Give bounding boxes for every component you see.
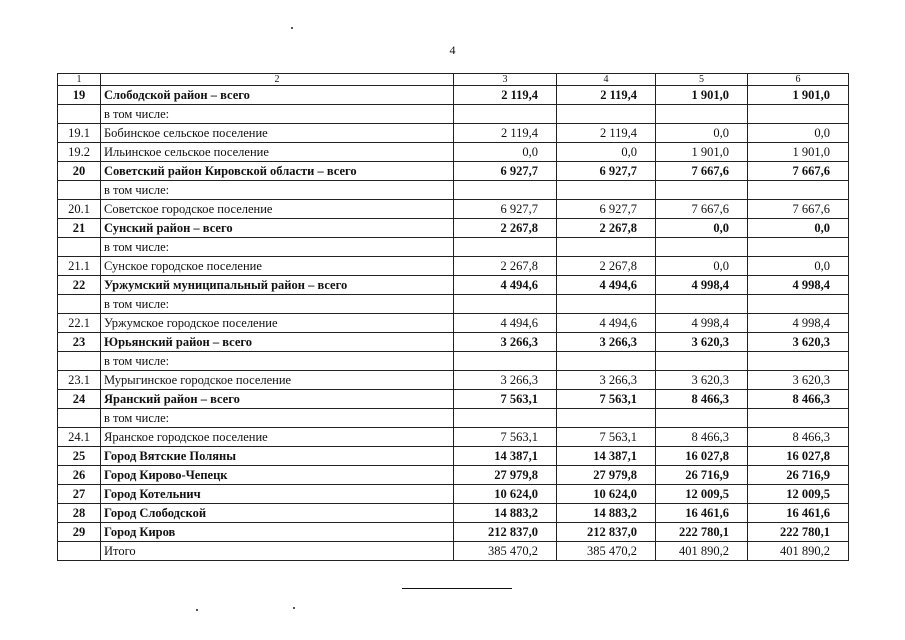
value-cell-col6: 7 667,6 — [748, 200, 849, 219]
row-name-cell: в том числе: — [101, 238, 454, 257]
row-name-cell: Бобинское сельское поселение — [101, 124, 454, 143]
value-cell-col3: 7 563,1 — [454, 390, 557, 409]
table-row — [58, 447, 849, 466]
row-number-cell — [58, 238, 101, 257]
value-cell-col3 — [454, 181, 557, 200]
column-number: 6 — [748, 74, 849, 86]
value-cell-col6 — [748, 409, 849, 428]
row-name-cell: в том числе: — [101, 105, 454, 124]
row-number-cell: 25 — [58, 447, 101, 466]
table-row — [58, 276, 849, 295]
table-row — [58, 523, 849, 542]
value-cell-col4: 27 979,8 — [557, 466, 656, 485]
row-number-cell: 23.1 — [58, 371, 101, 390]
value-cell-col3: 385 470,2 — [454, 542, 557, 561]
table-row — [58, 295, 849, 314]
row-name-cell: Советский район Кировской области – всего — [101, 162, 454, 181]
row-name-cell: Слободской район – всего — [101, 86, 454, 105]
column-number: 2 — [101, 74, 454, 86]
value-cell-col3: 2 267,8 — [454, 219, 557, 238]
row-number-cell: 19 — [58, 86, 101, 105]
value-cell-col3 — [454, 295, 557, 314]
value-cell-col4: 3 266,3 — [557, 333, 656, 352]
scan-speck — [293, 607, 295, 609]
value-cell-col6: 0,0 — [748, 257, 849, 276]
table-row — [58, 466, 849, 485]
row-number-cell: 22.1 — [58, 314, 101, 333]
table-row — [58, 143, 849, 162]
row-number-cell — [58, 181, 101, 200]
value-cell-col4: 0,0 — [557, 143, 656, 162]
row-number-cell: 28 — [58, 504, 101, 523]
value-cell-col4: 14 387,1 — [557, 447, 656, 466]
row-name-cell: Итого — [101, 542, 454, 561]
value-cell-col4: 2 267,8 — [557, 257, 656, 276]
value-cell-col6: 16 461,6 — [748, 504, 849, 523]
row-number-cell — [58, 542, 101, 561]
column-number: 4 — [557, 74, 656, 86]
value-cell-col6 — [748, 181, 849, 200]
value-cell-col6 — [748, 238, 849, 257]
row-number-cell: 26 — [58, 466, 101, 485]
value-cell-col5: 3 620,3 — [656, 333, 748, 352]
value-cell-col4: 4 494,6 — [557, 314, 656, 333]
table-row — [58, 333, 849, 352]
value-cell-col5: 222 780,1 — [656, 523, 748, 542]
value-cell-col6: 0,0 — [748, 124, 849, 143]
value-cell-col5: 16 027,8 — [656, 447, 748, 466]
value-cell-col4 — [557, 181, 656, 200]
value-cell-col4 — [557, 409, 656, 428]
value-cell-col3: 0,0 — [454, 143, 557, 162]
table-row — [58, 314, 849, 333]
value-cell-col4: 212 837,0 — [557, 523, 656, 542]
value-cell-col4: 385 470,2 — [557, 542, 656, 561]
value-cell-col5: 4 998,4 — [656, 276, 748, 295]
value-cell-col3: 4 494,6 — [454, 276, 557, 295]
row-name-cell: Город Вятские Поляны — [101, 447, 454, 466]
scan-speck — [196, 609, 198, 611]
table-row — [58, 124, 849, 143]
row-name-cell: в том числе: — [101, 295, 454, 314]
value-cell-col3: 2 119,4 — [454, 124, 557, 143]
table-row — [58, 238, 849, 257]
scan-speck — [291, 27, 293, 29]
value-cell-col5: 1 901,0 — [656, 143, 748, 162]
row-name-cell: Яранский район – всего — [101, 390, 454, 409]
value-cell-col4: 3 266,3 — [557, 371, 656, 390]
value-cell-col3: 10 624,0 — [454, 485, 557, 504]
column-number: 3 — [454, 74, 557, 86]
value-cell-col4: 7 563,1 — [557, 428, 656, 447]
value-cell-col3: 2 119,4 — [454, 86, 557, 105]
value-cell-col3: 6 927,7 — [454, 200, 557, 219]
table-row — [58, 428, 849, 447]
table-row — [58, 371, 849, 390]
value-cell-col5: 26 716,9 — [656, 466, 748, 485]
value-cell-col6: 0,0 — [748, 219, 849, 238]
value-cell-col6 — [748, 295, 849, 314]
value-cell-col3 — [454, 238, 557, 257]
table-row — [58, 485, 849, 504]
table-row — [58, 200, 849, 219]
value-cell-col6: 1 901,0 — [748, 86, 849, 105]
value-cell-col4: 2 119,4 — [557, 124, 656, 143]
value-cell-col4 — [557, 238, 656, 257]
value-cell-col6 — [748, 105, 849, 124]
value-cell-col5: 16 461,6 — [656, 504, 748, 523]
value-cell-col3: 14 387,1 — [454, 447, 557, 466]
value-cell-col4: 10 624,0 — [557, 485, 656, 504]
value-cell-col3: 4 494,6 — [454, 314, 557, 333]
value-cell-col5: 401 890,2 — [656, 542, 748, 561]
row-number-cell: 19.1 — [58, 124, 101, 143]
row-number-cell: 20 — [58, 162, 101, 181]
value-cell-col5: 4 998,4 — [656, 314, 748, 333]
table-row — [58, 86, 849, 105]
row-name-cell: Уржумский муниципальный район – всего — [101, 276, 454, 295]
value-cell-col3 — [454, 409, 557, 428]
row-name-cell: Советское городское поселение — [101, 200, 454, 219]
row-number-cell — [58, 295, 101, 314]
value-cell-col5: 1 901,0 — [656, 86, 748, 105]
value-cell-col5 — [656, 409, 748, 428]
value-cell-col4: 6 927,7 — [557, 200, 656, 219]
value-cell-col3: 6 927,7 — [454, 162, 557, 181]
value-cell-col5 — [656, 181, 748, 200]
value-cell-col6: 3 620,3 — [748, 333, 849, 352]
value-cell-col3: 14 883,2 — [454, 504, 557, 523]
value-cell-col6: 8 466,3 — [748, 428, 849, 447]
value-cell-col4: 4 494,6 — [557, 276, 656, 295]
value-cell-col6: 222 780,1 — [748, 523, 849, 542]
value-cell-col6: 7 667,6 — [748, 162, 849, 181]
value-cell-col5 — [656, 352, 748, 371]
value-cell-col3 — [454, 105, 557, 124]
value-cell-col6: 401 890,2 — [748, 542, 849, 561]
table-row — [58, 257, 849, 276]
value-cell-col4: 2 267,8 — [557, 219, 656, 238]
table-row — [58, 542, 849, 561]
row-number-cell — [58, 352, 101, 371]
value-cell-col5 — [656, 105, 748, 124]
value-cell-col6: 26 716,9 — [748, 466, 849, 485]
table-row — [58, 181, 849, 200]
value-cell-col6: 8 466,3 — [748, 390, 849, 409]
value-cell-col5: 8 466,3 — [656, 428, 748, 447]
row-name-cell: Город Кирово-Чепецк — [101, 466, 454, 485]
row-name-cell: Сунское городское поселение — [101, 257, 454, 276]
value-cell-col3: 7 563,1 — [454, 428, 557, 447]
value-cell-col5: 12 009,5 — [656, 485, 748, 504]
column-number: 5 — [656, 74, 748, 86]
page-number: 4 — [449, 43, 456, 57]
value-cell-col5: 0,0 — [656, 257, 748, 276]
row-number-cell: 24.1 — [58, 428, 101, 447]
column-number-row — [58, 74, 849, 86]
row-number-cell: 23 — [58, 333, 101, 352]
budget-allocation-table — [57, 73, 849, 561]
value-cell-col3: 212 837,0 — [454, 523, 557, 542]
row-name-cell: Сунский район – всего — [101, 219, 454, 238]
value-cell-col6: 3 620,3 — [748, 371, 849, 390]
value-cell-col5 — [656, 238, 748, 257]
value-cell-col5: 8 466,3 — [656, 390, 748, 409]
value-cell-col6: 1 901,0 — [748, 143, 849, 162]
value-cell-col3: 3 266,3 — [454, 371, 557, 390]
value-cell-col4: 6 927,7 — [557, 162, 656, 181]
table-row — [58, 409, 849, 428]
row-number-cell: 29 — [58, 523, 101, 542]
value-cell-col5: 7 667,6 — [656, 162, 748, 181]
value-cell-col4: 14 883,2 — [557, 504, 656, 523]
value-cell-col5: 7 667,6 — [656, 200, 748, 219]
row-name-cell: Город Киров — [101, 523, 454, 542]
value-cell-col6 — [748, 352, 849, 371]
row-number-cell: 27 — [58, 485, 101, 504]
value-cell-col5: 3 620,3 — [656, 371, 748, 390]
row-name-cell: Уржумское городское поселение — [101, 314, 454, 333]
value-cell-col4 — [557, 295, 656, 314]
value-cell-col4: 7 563,1 — [557, 390, 656, 409]
value-cell-col6: 16 027,8 — [748, 447, 849, 466]
row-name-cell: в том числе: — [101, 409, 454, 428]
row-number-cell: 24 — [58, 390, 101, 409]
row-name-cell: в том числе: — [101, 352, 454, 371]
value-cell-col5: 0,0 — [656, 219, 748, 238]
value-cell-col4 — [557, 352, 656, 371]
column-number: 1 — [58, 74, 101, 86]
value-cell-col3 — [454, 352, 557, 371]
value-cell-col5: 0,0 — [656, 124, 748, 143]
row-name-cell: Город Слободской — [101, 504, 454, 523]
row-name-cell: Яранское городское поселение — [101, 428, 454, 447]
value-cell-col3: 27 979,8 — [454, 466, 557, 485]
row-number-cell: 21.1 — [58, 257, 101, 276]
row-name-cell: Город Котельнич — [101, 485, 454, 504]
value-cell-col5 — [656, 295, 748, 314]
table-row — [58, 162, 849, 181]
value-cell-col6: 4 998,4 — [748, 314, 849, 333]
footer-divider — [402, 588, 512, 589]
table-row — [58, 352, 849, 371]
row-name-cell: Юрьянский район – всего — [101, 333, 454, 352]
table-row — [58, 219, 849, 238]
row-number-cell: 19.2 — [58, 143, 101, 162]
value-cell-col6: 12 009,5 — [748, 485, 849, 504]
row-number-cell: 22 — [58, 276, 101, 295]
table-row — [58, 105, 849, 124]
row-number-cell — [58, 409, 101, 428]
row-number-cell: 20.1 — [58, 200, 101, 219]
row-name-cell: Ильинское сельское поселение — [101, 143, 454, 162]
value-cell-col4: 2 119,4 — [557, 86, 656, 105]
table-row — [58, 504, 849, 523]
value-cell-col4 — [557, 105, 656, 124]
row-number-cell — [58, 105, 101, 124]
value-cell-col6: 4 998,4 — [748, 276, 849, 295]
value-cell-col3: 2 267,8 — [454, 257, 557, 276]
row-name-cell: Мурыгинское городское поселение — [101, 371, 454, 390]
value-cell-col3: 3 266,3 — [454, 333, 557, 352]
table-row — [58, 390, 849, 409]
row-name-cell: в том числе: — [101, 181, 454, 200]
row-number-cell: 21 — [58, 219, 101, 238]
